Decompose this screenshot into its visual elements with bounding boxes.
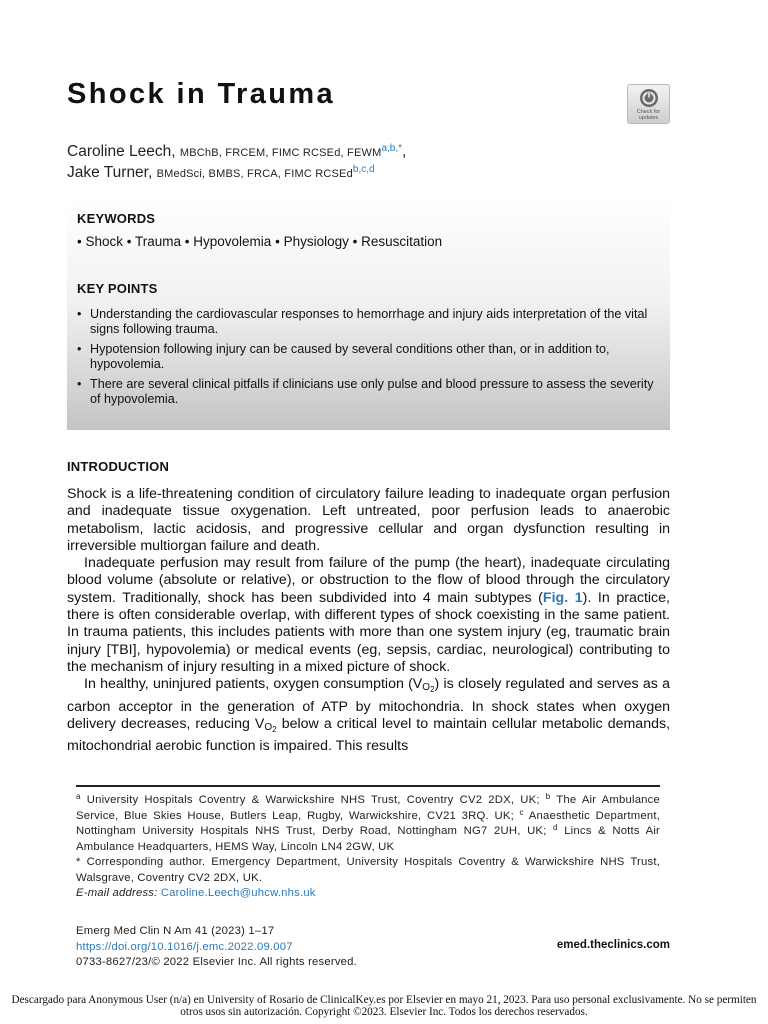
keywords-list xyxy=(77,234,442,249)
affiliations-footnote xyxy=(76,793,660,902)
journal-citation: Emerg Med Clin N Am 41 (2023) 1–17 xyxy=(76,925,275,937)
key-point-item: • Hypotension following injury can be caused by several conditions other than, or in addition to, hypovolemia. xyxy=(77,342,657,371)
footnote-mark: a xyxy=(76,792,81,801)
author-line xyxy=(67,163,406,184)
affiliation-text: University Hospitals Coventry & Warwickshire NHS Trust, Coventry CV2 2DX, UK; xyxy=(80,794,546,806)
subscript: 2 xyxy=(430,685,435,695)
subscript: 2 xyxy=(272,724,277,734)
email-label: E-mail address: xyxy=(76,887,158,899)
affiliation-text: The Air Ambulance Service, Blue Skies House, Butlers Leap, Rugby, Warwickshire, CV21 3RQ. UK; xyxy=(76,794,660,822)
introduction-paragraph xyxy=(67,555,670,676)
keyword-bullet: • xyxy=(352,234,362,249)
paragraph-text: Inadequate perfusion may result from failure of the pump (the heart), inadequate circulating blood volume (absolute or relative), or obstruction to the flow of blood through the circulatory system. Traditionally, shock has been subdivided into 4 main subtypes ( xyxy=(67,555,670,606)
footnote-mark: b xyxy=(545,792,551,801)
keyword-bullet: • xyxy=(184,234,194,249)
email-line xyxy=(76,886,660,902)
keyword-item: Hypovolemia xyxy=(193,234,272,249)
doi-link[interactable]: https://doi.org/10.1016/j.emc.2022.09.007 xyxy=(76,940,293,953)
badge-label-line1: Check for xyxy=(636,109,661,115)
copyright-line: 0733-8627/23/© 2022 Elsevier Inc. All rights reserved. xyxy=(76,956,357,968)
footnote-mark: d xyxy=(553,823,558,832)
subscript: O xyxy=(422,682,431,694)
check-for-updates-icon xyxy=(639,88,659,108)
keyword-item: Shock xyxy=(85,234,124,249)
article-title: Shock in Trauma xyxy=(67,78,336,110)
paragraph-text: ) is closely regulated and serves as a carbon acceptor in the generation of ATP by mitochondria. In shock states when oxygen delivery decreases, reducing V xyxy=(67,676,670,732)
keywords-keypoints-box xyxy=(67,199,670,430)
footnote-mark: c xyxy=(519,807,524,817)
key-points-heading: KEY POINTS xyxy=(77,281,158,296)
key-point-item: • Understanding the cardiovascular responses to hemorrhage and injury aids interpretation of the vital signs following trauma. xyxy=(77,307,657,336)
author-credentials: BMedSci, BMBS, FRCA, FIMC RCSEd xyxy=(156,168,353,180)
keyword-bullet: • xyxy=(126,234,136,249)
email-link[interactable]: Caroline.Leech@uhcw.nhs.uk xyxy=(160,887,316,899)
keywords-heading: KEYWORDS xyxy=(77,211,156,226)
author-name: Jake Turner, xyxy=(67,164,153,181)
paragraph-text: ). In practice, there is often considerable overlap, with different types of shock coexisting in the same patient. In trauma patients, this includes patients with more than one system injury (eg, traumatic brain injury [TBI], hypovolemia) or medical events (eg, sepsis, cardiac, neurological) contributing to the mechanism of injury resulting in a mixed picture of shock. xyxy=(67,589,670,675)
figure-1-link[interactable]: Fig. 1 xyxy=(542,589,583,606)
introduction-body xyxy=(67,486,670,755)
footnote-divider xyxy=(76,785,660,787)
author-credentials: MBChB, FRCEM, FIMC RCSEd, FEWM xyxy=(179,147,382,159)
paragraph-text: below a critical level to maintain cellular metabolic demands, mitochondrial aerobic function is impaired. This results xyxy=(67,715,671,755)
keyword-item: Trauma xyxy=(135,234,182,249)
keyword-item: Physiology xyxy=(283,234,349,249)
download-notice: Descargado para Anonymous User (n/a) en University of Rosario de ClinicalKey.es por Elsevier en mayo 21, 2023. Para uso personal exclusivamente. No se permiten otros usos sin autorización. Copyright ©2023. Elsevier Inc. Todos los derechos reservados. xyxy=(11,994,757,1018)
key-point-item: • There are several clinical pitfalls if clinicians use only pulse and blood pressure to assess the severity of hypovolemia. xyxy=(77,377,657,406)
author-affiliation-link[interactable]: a,b,* xyxy=(381,143,403,154)
paragraph-text: In healthy, uninjured patients, oxygen consumption (V xyxy=(84,676,423,693)
author-separator: , xyxy=(402,143,407,160)
author-list xyxy=(67,142,406,184)
badge-label-line2: updates xyxy=(638,115,659,121)
introduction-heading: INTRODUCTION xyxy=(67,459,170,474)
keyword-bullet: • xyxy=(77,234,86,249)
affiliations xyxy=(76,793,660,855)
corresponding-author: * Corresponding author. Emergency Department, University Hospitals Coventry & Warwickshire NHS Trust, Walsgrave, Coventry CV2 2DX, UK. xyxy=(76,856,660,884)
check-for-updates-button[interactable] xyxy=(627,84,670,124)
author-line xyxy=(67,142,406,163)
introduction-paragraph xyxy=(67,676,670,755)
key-points-list xyxy=(77,307,657,412)
author-name: Caroline Leech, xyxy=(67,143,176,160)
keyword-bullet: • xyxy=(275,234,284,249)
affiliation-text: Lincs & Notts Air Ambulance Headquarters, HEMS Way, Lincoln LN4 2GW, UK xyxy=(76,825,660,853)
affiliation-text: Anaesthetic Department, Nottingham University Hospitals NHS Trust, Derby Road, Nottingham NG7 2UH, UK; xyxy=(76,809,660,837)
introduction-paragraph: Shock is a life-threatening condition of circulatory failure leading to inadequate organ perfusion and inadequate tissue oxygenation. Left untreated, poor perfusion leads to anaerobic metabolism, lactic acidosis, and progressive cellular and organ dysfunction resulting in irreversible multiorgan failure and death. xyxy=(67,486,670,554)
badge-label xyxy=(637,109,661,121)
keyword-item: Resuscitation xyxy=(361,234,443,249)
author-affiliation-link[interactable]: b,c,d xyxy=(352,164,375,175)
journal-website: emed.theclinics.com xyxy=(556,939,670,951)
subscript: O xyxy=(264,721,273,733)
